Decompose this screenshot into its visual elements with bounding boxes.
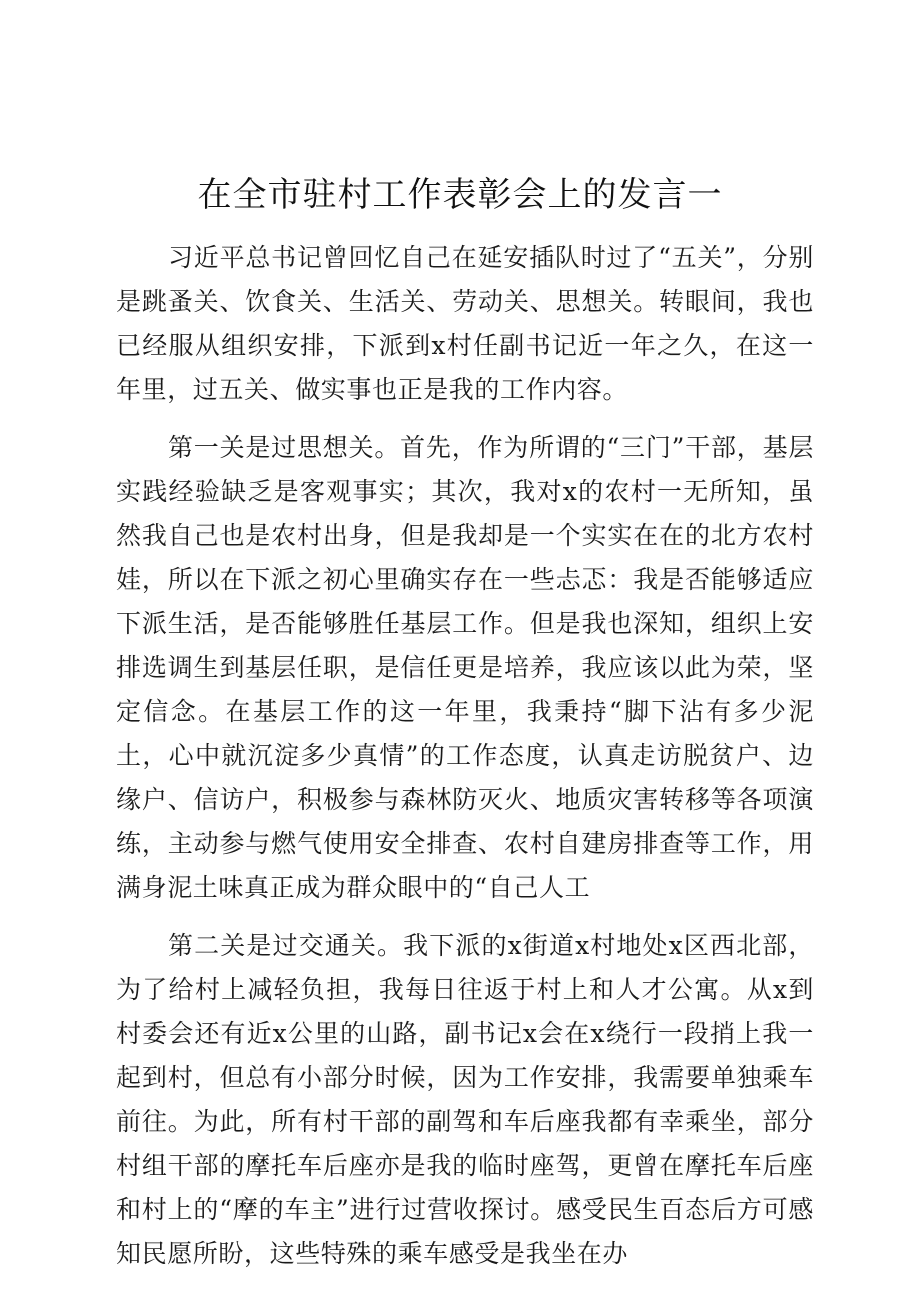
paragraph-intro: 习近平总书记曾回忆自己在延安插队时过了“五关”，分别是跳蚤关、饮食关、生活关、劳动关、思想关。转眼间，我也已经服从组织安排，下派到x村任副书记近一年之久，在这一年里，过五关、做实事也正是我的工作内容。 xyxy=(116,243,814,404)
paragraph-second-pass: 第二关是过交通关。我下派的x街道x村地处x区西北部，为了给村上减轻负担，我每日往返于村上和人才公寓。从x到村委会还有近x公里的山路，副书记x会在x绕行一段捎上我一起到村，但总有小部分时候，因为工作安排，我需要单独乘车前往。为此，所有村干部的副驾和车后座我都有幸乘坐，部分村组干部的摩托车后座亦是我的临时座驾，更曾在摩托车后座和村上的“摩的车主”进行过营收探讨。感受民生百态后方可感知民愿所盼，这些特殊的乘车感受是我坐在办 xyxy=(116,931,814,1268)
document-body xyxy=(116,236,814,1290)
document-title: 在全市驻村工作表彰会上的发言一 xyxy=(197,175,723,215)
paragraph-first-pass: 第一关是过思想关。首先，作为所谓的“三门”干部，基层实践经验缺乏是客观事实；其次，我对x的农村一无所知，虽然我自己也是农村出身，但是我却是一个实实在在的北方农村娃，所以在下派之初心里确实存在一些忐忑：我是否能够适应下派生活，是否能够胜任基层工作。但是我也深知，组织上安排选调生到基层任职，是信任更是培养，我应该以此为荣，坚定信念。在基层工作的这一年里，我秉持“脚下沾有多少泥土，心中就沉淀多少真情”的工作态度，认真走访脱贫户、边缘户、信访户，积极参与森林防灭火、地质灾害转移等各项演练，主动参与燃气使用安全排查、农村自建房排查等工作，用满身泥土味真正成为群众眼中的“自己人工 xyxy=(116,433,814,902)
